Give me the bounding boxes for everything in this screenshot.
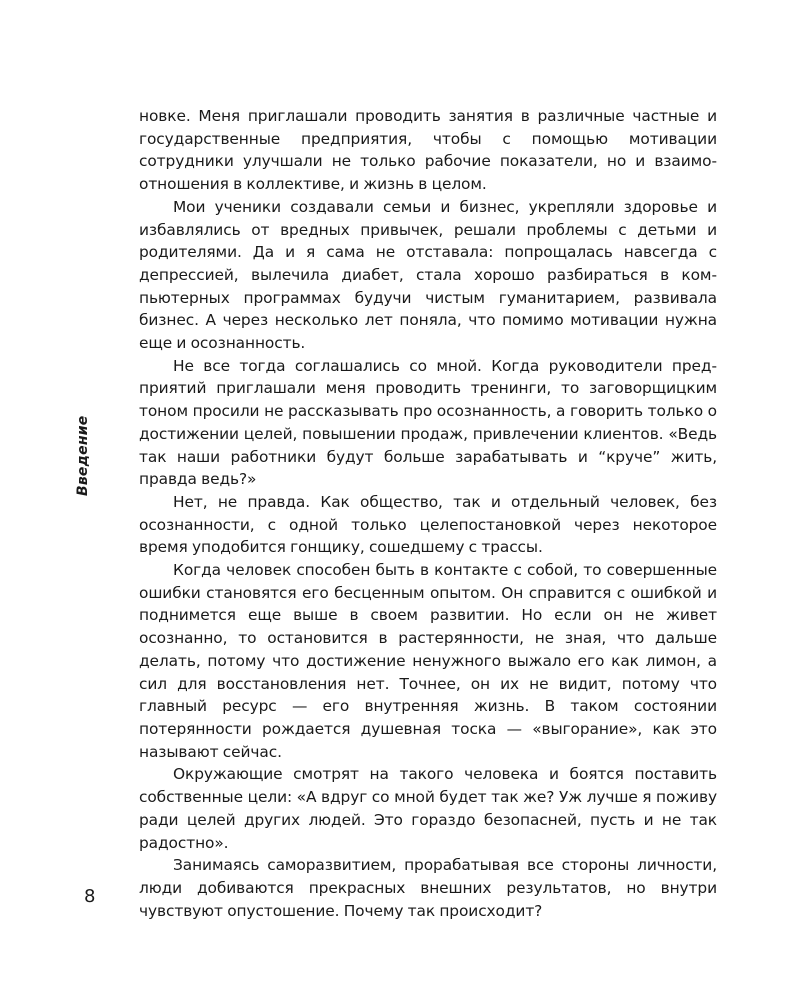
paragraph: Не все тогда соглашались со мной. Когда руководители предприятий приглашали меня проводить тренинги, то заговорщицким тоном просили не рассказывать про осознанность, а говорить только о достижении целей, повышении продаж, привлечении клиентов. «Ведь так наши работники будут больше зарабатывать и “круче” жить, правда ведь?» — [139, 356, 717, 489]
paragraph: Мои ученики создавали семьи и бизнес, укрепляли здоровье и избавлялись от вредных привычек, решали проблемы с детьми и родителями. Да и я сама не отставала: попрощалась навсегда с депрессией, вылечила диабет, стала хорошо разбираться в компьютерных программах будучи чистым гуманитарием, развивала бизнес. А через несколько лет поняла, что помимо мотивации нужна еще и осознанность. — [139, 197, 717, 353]
running-head: Введение — [75, 415, 91, 496]
paragraph: Занимаясь саморазвитием, прорабатывая все стороны личности, люди добиваются прекрасных внешних результатов, но внутри чувствуют опустошение. Почему так происходит? — [139, 856, 717, 920]
body-text — [139, 105, 717, 922]
paragraph: Окружающие смотрят на такого человека и боятся поставить собственные цели: «А вдруг со мной будет так же? Уж лучше я поживу ради целей других людей. Это гораздо безопасней, пусть и не так радостно». — [139, 765, 717, 852]
paragraph: новке. Меня приглашали проводить занятия в различные частные и государственные предприятия, чтобы с помощью мотивации сотрудники улучшали не только рабочие показатели, но и взаимоотношения в коллективе, и жизнь в целом. — [139, 107, 717, 194]
paragraph: Нет, не правда. Как общество, так и отдельный человек, без осознанности, с одной только целепостановкой через некоторое время уподобится гонщику, сошедшему с трассы. — [139, 492, 717, 557]
page-number: 8 — [84, 886, 96, 907]
paragraph: Когда человек способен быть в контакте с собой, то совершенные ошибки становятся его бесценным опытом. Он справится с ошибкой и поднимется еще выше в своем развитии. Но если он не живет осознанно, то остановится в растерянности, не зная, что дальше делать, потому что достижение ненужного выжало его как лимон, а сил для восстановления нет. Точнее, он их не видит, потому что главный ресурс — его внутренняя жизнь. В таком состоянии потерянности рождается душевная тоска — «выгорание», как это называют сейчас. — [139, 561, 717, 761]
